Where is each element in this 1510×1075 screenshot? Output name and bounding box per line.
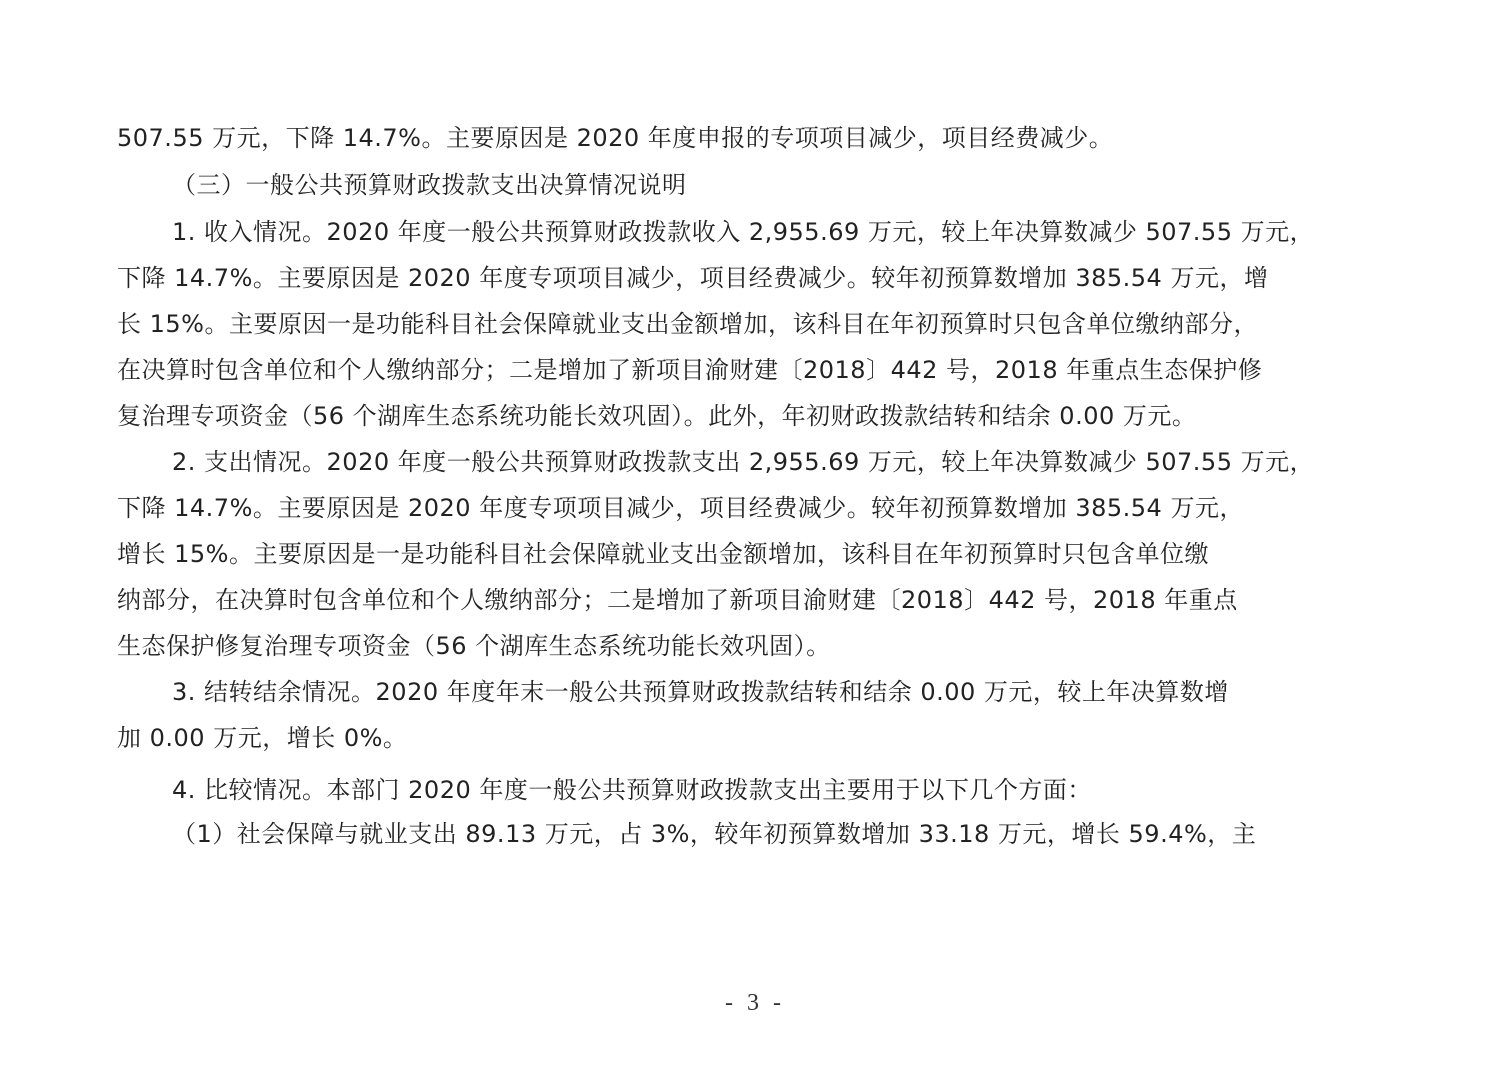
paragraph-line: 下降 14.7%。主要原因是 2020 年度专项项目减少，项目经费减少。较年初预算数增加 385.54 万元，	[117, 494, 1244, 522]
paragraph-line: 2. 支出情况。2020 年度一般公共预算财政拨款支出 2,955.69 万元，较上年决算数减少 507.55 万元，	[172, 448, 1315, 476]
paragraph-line: 507.55 万元，下降 14.7%。主要原因是 2020 年度申报的专项项目减少，项目经费减少。	[117, 124, 1114, 152]
paragraph-line: 在决算时包含单位和个人缴纳部分；二是增加了新项目渝财建〔2018〕442 号，2018 年重点生态保护修	[117, 356, 1263, 384]
paragraph-line: 下降 14.7%。主要原因是 2020 年度专项项目减少，项目经费减少。较年初预算数增加 385.54 万元，增	[117, 264, 1269, 292]
paragraph-line: 1. 收入情况。2020 年度一般公共预算财政拨款收入 2,955.69 万元，较上年决算数减少 507.55 万元，	[172, 218, 1315, 246]
paragraph-line: 长 15%。主要原因一是功能科目社会保障就业支出金额增加，该科目在年初预算时只包含单位缴纳部分，	[117, 310, 1258, 338]
page-number: - 3 -	[725, 990, 785, 1016]
paragraph-line: 4. 比较情况。本部门 2020 年度一般公共预算财政拨款支出主要用于以下几个方面：	[172, 776, 1092, 804]
paragraph-line: 加 0.00 万元，增长 0%。	[117, 724, 408, 752]
paragraph-line: 增长 15%。主要原因是一是功能科目社会保障就业支出金额增加，该科目在年初预算时只包含单位缴	[117, 540, 1209, 568]
paragraph-line: 生态保护修复治理专项资金（56 个湖库生态系统功能长效巩固）。	[117, 632, 831, 660]
paragraph-line: 纳部分，在决算时包含单位和个人缴纳部分；二是增加了新项目渝财建〔2018〕442 号，2018 年重点	[117, 586, 1238, 614]
paragraph-line: 复治理专项资金（56 个湖库生态系统功能长效巩固）。此外，年初财政拨款结转和结余 0.00 万元。	[117, 402, 1197, 430]
paragraph-line: 3. 结转结余情况。2020 年度年末一般公共预算财政拨款结转和结余 0.00 万元，较上年决算数增	[172, 678, 1229, 706]
paragraph-line: （1）社会保障与就业支出 89.13 万元，占 3%，较年初预算数增加 33.18 万元，增长 59.4%，主	[172, 820, 1257, 848]
section-heading: （三）一般公共预算财政拨款支出决算情况说明	[172, 171, 687, 199]
